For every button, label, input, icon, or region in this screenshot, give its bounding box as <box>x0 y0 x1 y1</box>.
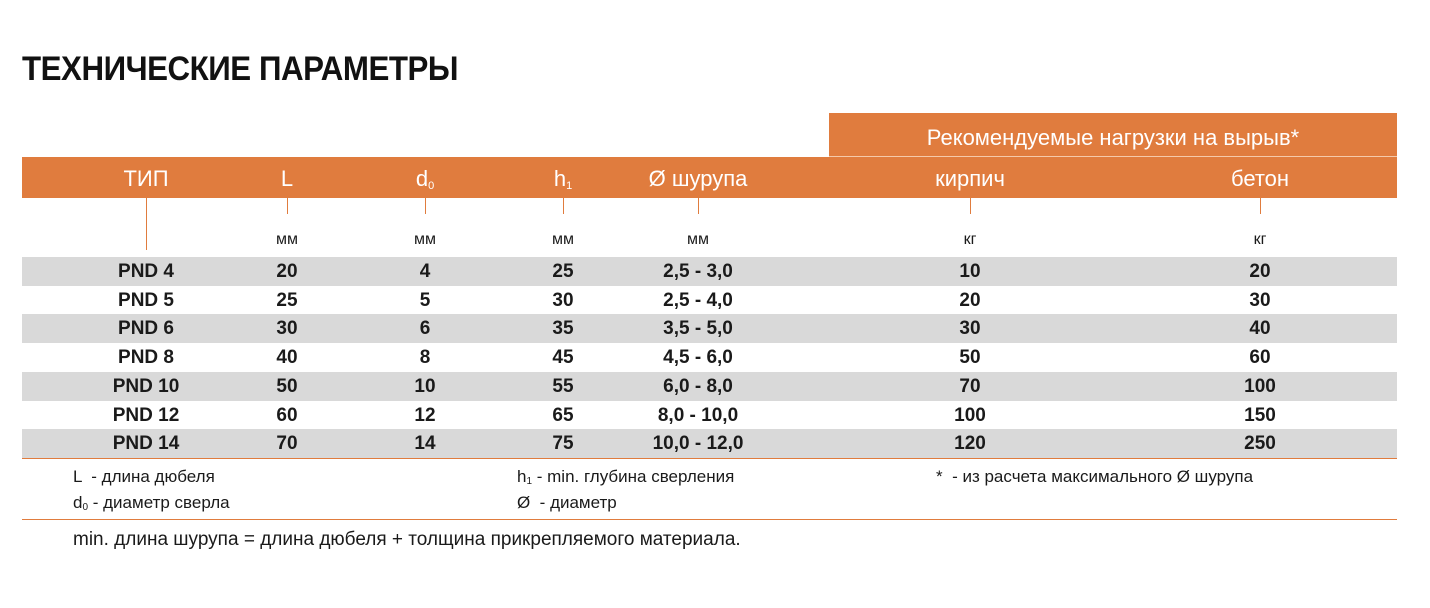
table-cell: 8 <box>419 347 431 369</box>
table-cell: 250 <box>1244 433 1276 455</box>
col-header-drill-diameter: $d_0$ <box>415 166 435 192</box>
col-header-drill-depth: $h_1$ <box>553 166 573 192</box>
table-cell: 6,0 - 8,0 <box>663 375 733 397</box>
table-cell: 65 <box>552 404 574 426</box>
table-cell: 10 <box>414 375 436 397</box>
table-cell: 2,5 - 4,0 <box>663 289 733 311</box>
column-tick <box>425 198 426 214</box>
table-cell: 25 <box>552 261 574 282</box>
table-cell: 50 <box>276 375 298 397</box>
unit-label: мм <box>687 231 709 248</box>
table-cell: PND 8 <box>118 347 174 369</box>
table-row <box>22 314 1397 343</box>
table-row <box>22 286 1397 315</box>
table-cell: 20 <box>1249 261 1271 282</box>
legend-diameter: Ø - диаметр <box>517 493 617 512</box>
table-row <box>22 372 1397 401</box>
unit-label: кг <box>963 231 977 248</box>
table-cell: 10 <box>959 261 981 282</box>
table-cell: 2,5 - 3,0 <box>663 261 733 282</box>
table-cell: 60 <box>276 404 298 426</box>
table-cell: PND 5 <box>118 289 174 311</box>
col-header-concrete: бетон <box>1230 166 1290 191</box>
table-row <box>22 401 1397 430</box>
legend-length: L - длина дюбеля <box>73 467 215 486</box>
table-cell: 25 <box>276 289 298 311</box>
table-cell: 120 <box>954 433 986 455</box>
table-cell: 12 <box>414 404 436 426</box>
unit-label: мм <box>414 231 436 248</box>
table-cell: 20 <box>959 289 981 311</box>
table-cell: 6 <box>419 318 431 340</box>
table-cell: 30 <box>276 318 298 340</box>
column-tick <box>287 198 288 214</box>
legend-drill-diameter: $d_0$ - диаметр сверла <box>73 493 230 513</box>
table-cell: 150 <box>1244 404 1276 426</box>
table-cell: 75 <box>552 433 574 455</box>
table-cell: 100 <box>1244 375 1276 397</box>
table-cell: 20 <box>276 261 298 282</box>
table-cell: 30 <box>1249 289 1271 311</box>
table-cell: 70 <box>959 375 981 397</box>
table-cell: 35 <box>552 318 574 340</box>
table-cell: 8,0 - 10,0 <box>657 404 739 426</box>
legend-bottom-rule <box>22 519 1397 520</box>
legend-drill-depth: $h_1$ - min. глубина сверления <box>517 467 735 487</box>
table-cell: 30 <box>552 289 574 311</box>
unit-label: кг <box>1253 231 1267 248</box>
table-bottom-rule <box>22 458 1397 459</box>
col-header-type: ТИП <box>123 166 169 191</box>
table-cell: 4,5 - 6,0 <box>663 347 733 369</box>
column-tick <box>1260 198 1261 214</box>
col-header-screw-diameter: Ø шурупа <box>648 166 748 191</box>
footer-note: min. длина шурупа = длина дюбеля + толщина прикрепляемого материала. <box>73 529 741 550</box>
column-tick <box>970 198 971 214</box>
group-header-title: Рекомендуемые нагрузки на вырыв* <box>926 125 1300 150</box>
table-cell: 60 <box>1249 347 1271 369</box>
table-cell: 30 <box>959 318 981 340</box>
table-cell: 10,0 - 12,0 <box>652 433 744 455</box>
table-cell: PND 14 <box>112 433 180 455</box>
page-title: ТЕХНИЧЕСКИЕ ПАРАМЕТРЫ <box>22 50 459 88</box>
table-cell: 70 <box>276 433 298 455</box>
legend-footnote: * - из расчета максимального Ø шурупа <box>936 467 1254 486</box>
table-cell: 40 <box>1249 318 1271 340</box>
table-cell: 3,5 - 5,0 <box>663 318 733 340</box>
table-cell: 5 <box>419 289 431 311</box>
table-cell: 55 <box>552 375 574 397</box>
column-tick <box>698 198 699 214</box>
table-row <box>22 429 1397 458</box>
table-cell: PND 6 <box>118 318 174 340</box>
table-cell: PND 10 <box>112 375 180 397</box>
table-cell: PND 12 <box>112 404 180 426</box>
col-header-length: L <box>280 166 294 191</box>
table-cell: 4 <box>419 261 431 282</box>
table-cell: PND 4 <box>118 261 174 282</box>
column-tick <box>563 198 564 214</box>
unit-label: мм <box>552 231 574 248</box>
col-header-brick: кирпич <box>935 166 1005 191</box>
unit-label: мм <box>276 231 298 248</box>
table-cell: 50 <box>959 347 981 369</box>
table-row <box>22 343 1397 372</box>
column-tick <box>146 198 147 250</box>
table-cell: 14 <box>414 433 436 455</box>
table-cell: 100 <box>954 404 986 426</box>
table-cell: 45 <box>552 347 574 369</box>
table-row <box>22 257 1397 286</box>
table-cell: 40 <box>276 347 298 369</box>
